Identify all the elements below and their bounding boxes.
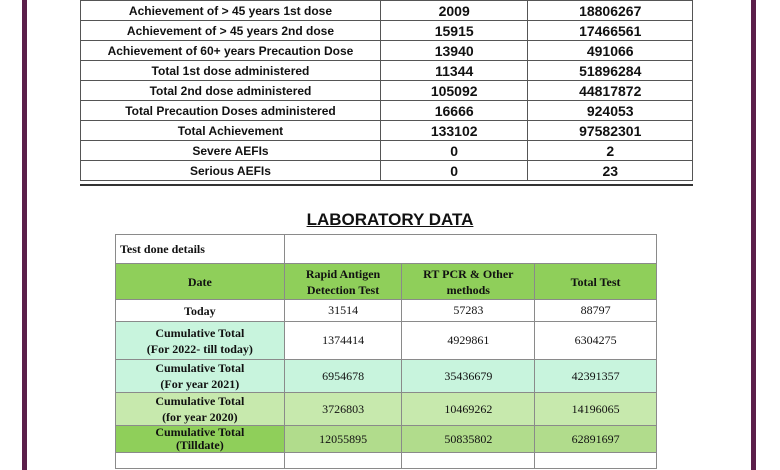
total-value: 18806267	[528, 1, 693, 21]
row-label-line: Cumulative Total	[155, 325, 245, 340]
row-label: Achievement of 60+ years Precaution Dose	[81, 41, 381, 61]
row-label-line: Cumulative Total	[155, 394, 245, 408]
total-value: 17466561	[528, 21, 693, 41]
row-label: Achievement of > 45 years 2nd dose	[81, 21, 381, 41]
empty-cell	[284, 235, 656, 264]
today-value: 11344	[380, 61, 528, 81]
total-value: 51896284	[528, 61, 693, 81]
table-row	[116, 393, 657, 426]
total-value: 491066	[528, 41, 693, 61]
total-value: 97582301	[528, 121, 693, 141]
rapid-value: 1374414	[284, 322, 402, 360]
header-line: methods	[446, 282, 490, 297]
laboratory-title: LABORATORY DATA	[306, 210, 474, 229]
row-label: Total Achievement	[81, 121, 381, 141]
table-row	[116, 322, 657, 360]
row-label-line: (Tilldate)	[175, 438, 224, 452]
total-value: 42391357	[535, 360, 657, 393]
page-border-right	[751, 0, 756, 470]
table-row	[81, 141, 693, 161]
rapid-value: 31514	[284, 300, 402, 322]
header-total-test: Total Test	[535, 264, 657, 300]
total-value: 14196065	[535, 393, 657, 426]
rtpcr-value: 4929861	[402, 322, 535, 360]
today-value: 0	[380, 161, 528, 181]
row-label: Total 1st dose administered	[81, 61, 381, 81]
rtpcr-value: 35436679	[402, 360, 535, 393]
header-line: RT PCR & Other	[423, 266, 514, 281]
rapid-value: 3726803	[284, 393, 402, 426]
header-line: Detection Test	[306, 282, 380, 297]
empty-cell	[535, 453, 657, 469]
row-label-line: Cumulative Total	[155, 425, 245, 439]
total-value: 44817872	[528, 81, 693, 101]
table-row	[81, 61, 693, 81]
row-label: Severe AEFIs	[81, 141, 381, 161]
table-row	[116, 300, 657, 322]
today-value: 15915	[380, 21, 528, 41]
total-value: 23	[528, 161, 693, 181]
row-label-line: (For year 2021)	[160, 377, 240, 391]
table-row	[81, 41, 693, 61]
row-label: Serious AEFIs	[81, 161, 381, 181]
total-value: 924053	[528, 101, 693, 121]
rapid-value: 6954678	[284, 360, 402, 393]
row-label	[116, 393, 285, 426]
table-row	[81, 101, 693, 121]
section-label: Test done details	[116, 235, 285, 264]
page-border-left	[22, 0, 27, 470]
total-value: 62891697	[535, 426, 657, 453]
rapid-value: 12055895	[284, 426, 402, 453]
rtpcr-value: 57283	[402, 300, 535, 322]
rtpcr-value: 10469262	[402, 393, 535, 426]
table-bottom-rule	[80, 184, 693, 186]
rtpcr-value: 50835802	[402, 426, 535, 453]
table-row	[116, 360, 657, 393]
empty-cell	[116, 453, 285, 469]
laboratory-table	[115, 234, 657, 469]
row-label	[116, 322, 285, 360]
today-value: 2009	[380, 1, 528, 21]
total-value: 2	[528, 141, 693, 161]
table-row	[116, 453, 657, 469]
total-value: 88797	[535, 300, 657, 322]
header-rapid-antigen	[284, 264, 402, 300]
row-label-line: (for year 2020)	[162, 410, 238, 424]
empty-cell	[402, 453, 535, 469]
today-value: 105092	[380, 81, 528, 101]
header-row	[116, 264, 657, 300]
empty-cell	[284, 453, 402, 469]
table-row	[116, 426, 657, 453]
vaccination-table	[80, 0, 693, 181]
row-label-line: (For 2022- till today)	[146, 341, 253, 356]
row-label-line: Cumulative Total	[155, 361, 245, 375]
today-value: 0	[380, 141, 528, 161]
row-label: Today	[116, 300, 285, 322]
today-value: 133102	[380, 121, 528, 141]
table-row	[81, 21, 693, 41]
header-rt-pcr	[402, 264, 535, 300]
table-row	[81, 1, 693, 21]
today-value: 13940	[380, 41, 528, 61]
row-label: Total Precaution Doses administered	[81, 101, 381, 121]
header-date: Date	[116, 264, 285, 300]
table-row	[81, 121, 693, 141]
row-label: Total 2nd dose administered	[81, 81, 381, 101]
table-row	[81, 81, 693, 101]
row-label	[116, 426, 285, 453]
row-label	[116, 360, 285, 393]
header-line: Rapid Antigen	[305, 266, 381, 281]
today-value: 16666	[380, 101, 528, 121]
row-label: Achievement of > 45 years 1st dose	[81, 1, 381, 21]
table-row	[116, 235, 657, 264]
table-row	[81, 161, 693, 181]
total-value: 6304275	[535, 322, 657, 360]
